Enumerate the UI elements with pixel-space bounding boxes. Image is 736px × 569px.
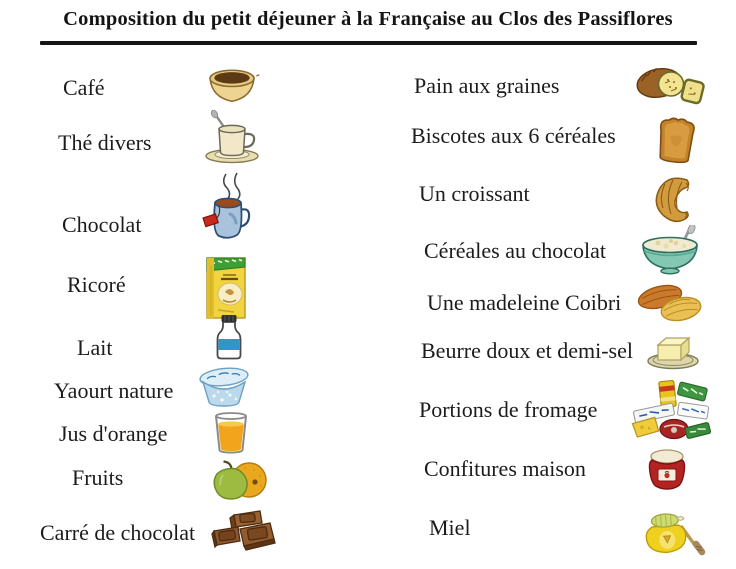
cheese-portions-icon bbox=[630, 377, 712, 441]
page-title: Composition du petit déjeuner à la Française au Clos des Passiflores bbox=[63, 8, 673, 30]
menu-item-label: Jus d'orange bbox=[59, 421, 168, 446]
menu-item-label: Miel bbox=[429, 515, 471, 540]
menu-item-label: Chocolat bbox=[62, 212, 142, 237]
menu-item-label: Café bbox=[63, 75, 105, 100]
jam-jar-icon bbox=[644, 448, 690, 492]
menu-item-label: Céréales au chocolat bbox=[424, 238, 607, 263]
honey-pot-icon bbox=[640, 506, 706, 556]
menu-item-label: Confitures maison bbox=[424, 456, 586, 481]
madeleine-icon bbox=[634, 280, 706, 322]
menu-item-label: Thé divers bbox=[58, 130, 152, 155]
croissant-icon bbox=[649, 174, 701, 224]
menu-item-label: Un croissant bbox=[419, 181, 530, 206]
menu-item-label: Beurre doux et demi-sel bbox=[421, 338, 633, 363]
menu-item-label: Lait bbox=[77, 335, 113, 360]
seed-bread-icon bbox=[635, 65, 705, 105]
menu-item-label: Carré de chocolat bbox=[40, 520, 196, 545]
menu-item-label: Yaourt nature bbox=[54, 378, 174, 403]
menu-item-label: Ricoré bbox=[67, 272, 126, 297]
menu-item-label: Biscotes aux 6 céréales bbox=[411, 123, 616, 148]
menu-item-label: Pain aux graines bbox=[414, 73, 560, 98]
menu-item-label: Une madeleine Coibri bbox=[427, 290, 622, 315]
toast-slice-icon bbox=[650, 117, 702, 165]
cereal-bowl-icon bbox=[636, 225, 706, 275]
butter-dish-icon bbox=[645, 332, 701, 370]
menu-item-label: Portions de fromage bbox=[419, 397, 598, 422]
menu-item-label: Fruits bbox=[72, 465, 124, 490]
